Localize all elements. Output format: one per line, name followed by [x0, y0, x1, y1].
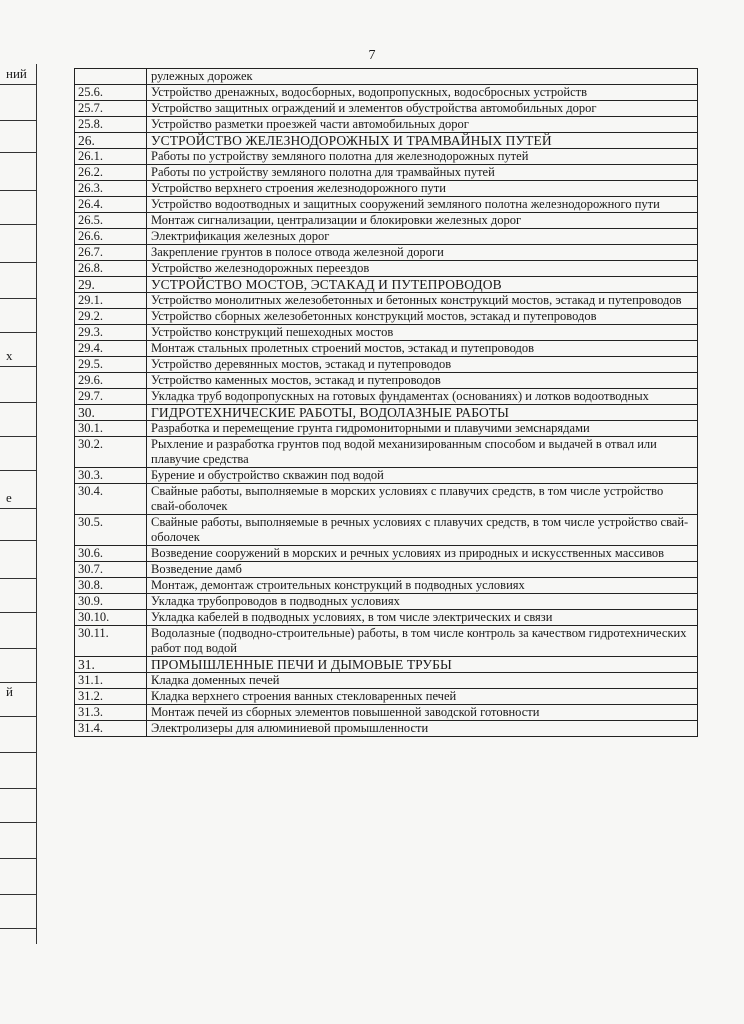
item-number: 26.4. [75, 197, 147, 213]
item-description: Кладка верхнего строения ванных стекловаренных печей [147, 689, 698, 705]
item-description: Укладка труб водопропускных на готовых фундаментах (основаниях) и лотков водоотводных [147, 389, 698, 405]
table-row [75, 197, 698, 213]
table-row [75, 85, 698, 101]
table-row [75, 325, 698, 341]
item-description: Работы по устройству земляного полотна для трамвайных путей [147, 165, 698, 181]
section-row [75, 277, 698, 293]
item-number [75, 69, 147, 85]
item-number: 31.1. [75, 673, 147, 689]
item-number: 29.3. [75, 325, 147, 341]
item-description: Устройство верхнего строения железнодорожного пути [147, 181, 698, 197]
item-description: Укладка кабелей в подводных условиях, в том числе электрических и связи [147, 610, 698, 626]
item-number: 30.2. [75, 437, 147, 468]
item-description: Монтаж печей из сборных элементов повышенной заводской готовности [147, 705, 698, 721]
item-number: 29.6. [75, 373, 147, 389]
item-description: Устройство разметки проезжей части автомобильных дорог [147, 117, 698, 133]
item-description: Устройство дренажных, водосборных, водопропускных, водосбросных устройств [147, 85, 698, 101]
table-row [75, 673, 698, 689]
item-number: 30.4. [75, 484, 147, 515]
table-row [75, 229, 698, 245]
table-row [75, 437, 698, 468]
table-row [75, 484, 698, 515]
item-number: 30.3. [75, 468, 147, 484]
table-row [75, 181, 698, 197]
item-number: 29.4. [75, 341, 147, 357]
item-description: Устройство водоотводных и защитных сооружений земляного полотна железнодорожного пути [147, 197, 698, 213]
item-number: 26.7. [75, 245, 147, 261]
item-number: 26.2. [75, 165, 147, 181]
item-number: 31.2. [75, 689, 147, 705]
item-number: 25.8. [75, 117, 147, 133]
table-row [75, 373, 698, 389]
item-number: 29. [75, 277, 147, 293]
item-description: Водолазные (подводно-строительные) работы, в том числе контроль за качеством гидротехнических работ под водой [147, 626, 698, 657]
previous-page-fragment [0, 0, 40, 1024]
table-row [75, 149, 698, 165]
table-row [75, 117, 698, 133]
item-description: Рыхление и разработка грунтов под водой механизированным способом и выдачей в отвал или плавучие средства [147, 437, 698, 468]
fragment-text: й [6, 684, 13, 699]
item-number: 30.10. [75, 610, 147, 626]
fragment-text: х [6, 348, 13, 363]
item-description: Устройство деревянных мостов, эстакад и путепроводов [147, 357, 698, 373]
item-number: 25.6. [75, 85, 147, 101]
fragment-border [36, 64, 37, 944]
item-description: Устройство железнодорожных переездов [147, 261, 698, 277]
table-row [75, 578, 698, 594]
item-number: 30.7. [75, 562, 147, 578]
table-row [75, 341, 698, 357]
section-title: ПРОМЫШЛЕННЫЕ ПЕЧИ И ДЫМОВЫЕ ТРУБЫ [147, 657, 698, 673]
item-number: 26.1. [75, 149, 147, 165]
item-number: 31.3. [75, 705, 147, 721]
table-row [75, 309, 698, 325]
table-row [75, 213, 698, 229]
item-number: 29.7. [75, 389, 147, 405]
item-description: Закрепление грунтов в полосе отвода железной дороги [147, 245, 698, 261]
item-description: Возведение дамб [147, 562, 698, 578]
item-description: Устройство сборных железобетонных конструкций мостов, эстакад и путепроводов [147, 309, 698, 325]
table-row [75, 721, 698, 737]
item-description: Монтаж, демонтаж строительных конструкций в подводных условиях [147, 578, 698, 594]
item-description: Работы по устройству земляного полотна для железнодорожных путей [147, 149, 698, 165]
table-row [75, 357, 698, 373]
item-description: Разработка и перемещение грунта гидромониторными и плавучими земснарядами [147, 421, 698, 437]
item-number: 29.2. [75, 309, 147, 325]
table-row [75, 610, 698, 626]
item-number: 29.1. [75, 293, 147, 309]
section-row [75, 405, 698, 421]
table-row [75, 389, 698, 405]
item-number: 31.4. [75, 721, 147, 737]
item-description: Бурение и обустройство скважин под водой [147, 468, 698, 484]
item-number: 26. [75, 133, 147, 149]
table-row [75, 546, 698, 562]
item-description: Устройство каменных мостов, эстакад и путепроводов [147, 373, 698, 389]
item-description: Электролизеры для алюминиевой промышленности [147, 721, 698, 737]
item-number: 30.9. [75, 594, 147, 610]
table-row [75, 468, 698, 484]
table-row [75, 293, 698, 309]
section-row [75, 657, 698, 673]
item-number: 30.11. [75, 626, 147, 657]
section-title: УСТРОЙСТВО ЖЕЛЕЗНОДОРОЖНЫХ И ТРАМВАЙНЫХ ПУТЕЙ [147, 133, 698, 149]
item-description: Устройство защитных ограждений и элементов обустройства автомобильных дорог [147, 101, 698, 117]
table-row [75, 562, 698, 578]
table-row [75, 515, 698, 546]
works-table [74, 68, 698, 737]
table-row [75, 421, 698, 437]
item-description: Возведение сооружений в морских и речных условиях из природных и искусственных массивов [147, 546, 698, 562]
item-number: 30.1. [75, 421, 147, 437]
table-row [75, 245, 698, 261]
item-number: 30. [75, 405, 147, 421]
item-description: Устройство конструкций пешеходных мостов [147, 325, 698, 341]
item-number: 29.5. [75, 357, 147, 373]
table-row [75, 69, 698, 85]
item-description: рулежных дорожек [147, 69, 698, 85]
table-row [75, 165, 698, 181]
page-number: 7 [368, 48, 376, 63]
item-number: 30.8. [75, 578, 147, 594]
item-description: Свайные работы, выполняемые в речных условиях с плавучих средств, в том числе устройство свай-оболочек [147, 515, 698, 546]
table-row [75, 594, 698, 610]
item-description: Укладка трубопроводов в подводных условиях [147, 594, 698, 610]
item-number: 30.5. [75, 515, 147, 546]
table-row [75, 689, 698, 705]
item-number: 26.6. [75, 229, 147, 245]
fragment-text: е [6, 490, 12, 505]
item-number: 26.8. [75, 261, 147, 277]
table-row [75, 705, 698, 721]
item-number: 26.5. [75, 213, 147, 229]
item-description: Свайные работы, выполняемые в морских условиях с плавучих средств, в том числе устройство свай-оболочек [147, 484, 698, 515]
item-description: Монтаж стальных пролетных строений мостов, эстакад и путепроводов [147, 341, 698, 357]
section-row [75, 133, 698, 149]
item-description: Кладка доменных печей [147, 673, 698, 689]
section-title: УСТРОЙСТВО МОСТОВ, ЭСТАКАД И ПУТЕПРОВОДОВ [147, 277, 698, 293]
item-number: 26.3. [75, 181, 147, 197]
item-number: 25.7. [75, 101, 147, 117]
item-description: Электрификация железных дорог [147, 229, 698, 245]
works-table-body [75, 69, 698, 737]
item-description: Монтаж сигнализации, централизации и блокировки железных дорог [147, 213, 698, 229]
table-row [75, 101, 698, 117]
item-number: 31. [75, 657, 147, 673]
item-description: Устройство монолитных железобетонных и бетонных конструкций мостов, эстакад и путепроводов [147, 293, 698, 309]
item-number: 30.6. [75, 546, 147, 562]
fragment-text: ний [6, 66, 27, 81]
section-title: ГИДРОТЕХНИЧЕСКИЕ РАБОТЫ, ВОДОЛАЗНЫЕ РАБОТЫ [147, 405, 698, 421]
table-row [75, 261, 698, 277]
table-row [75, 626, 698, 657]
